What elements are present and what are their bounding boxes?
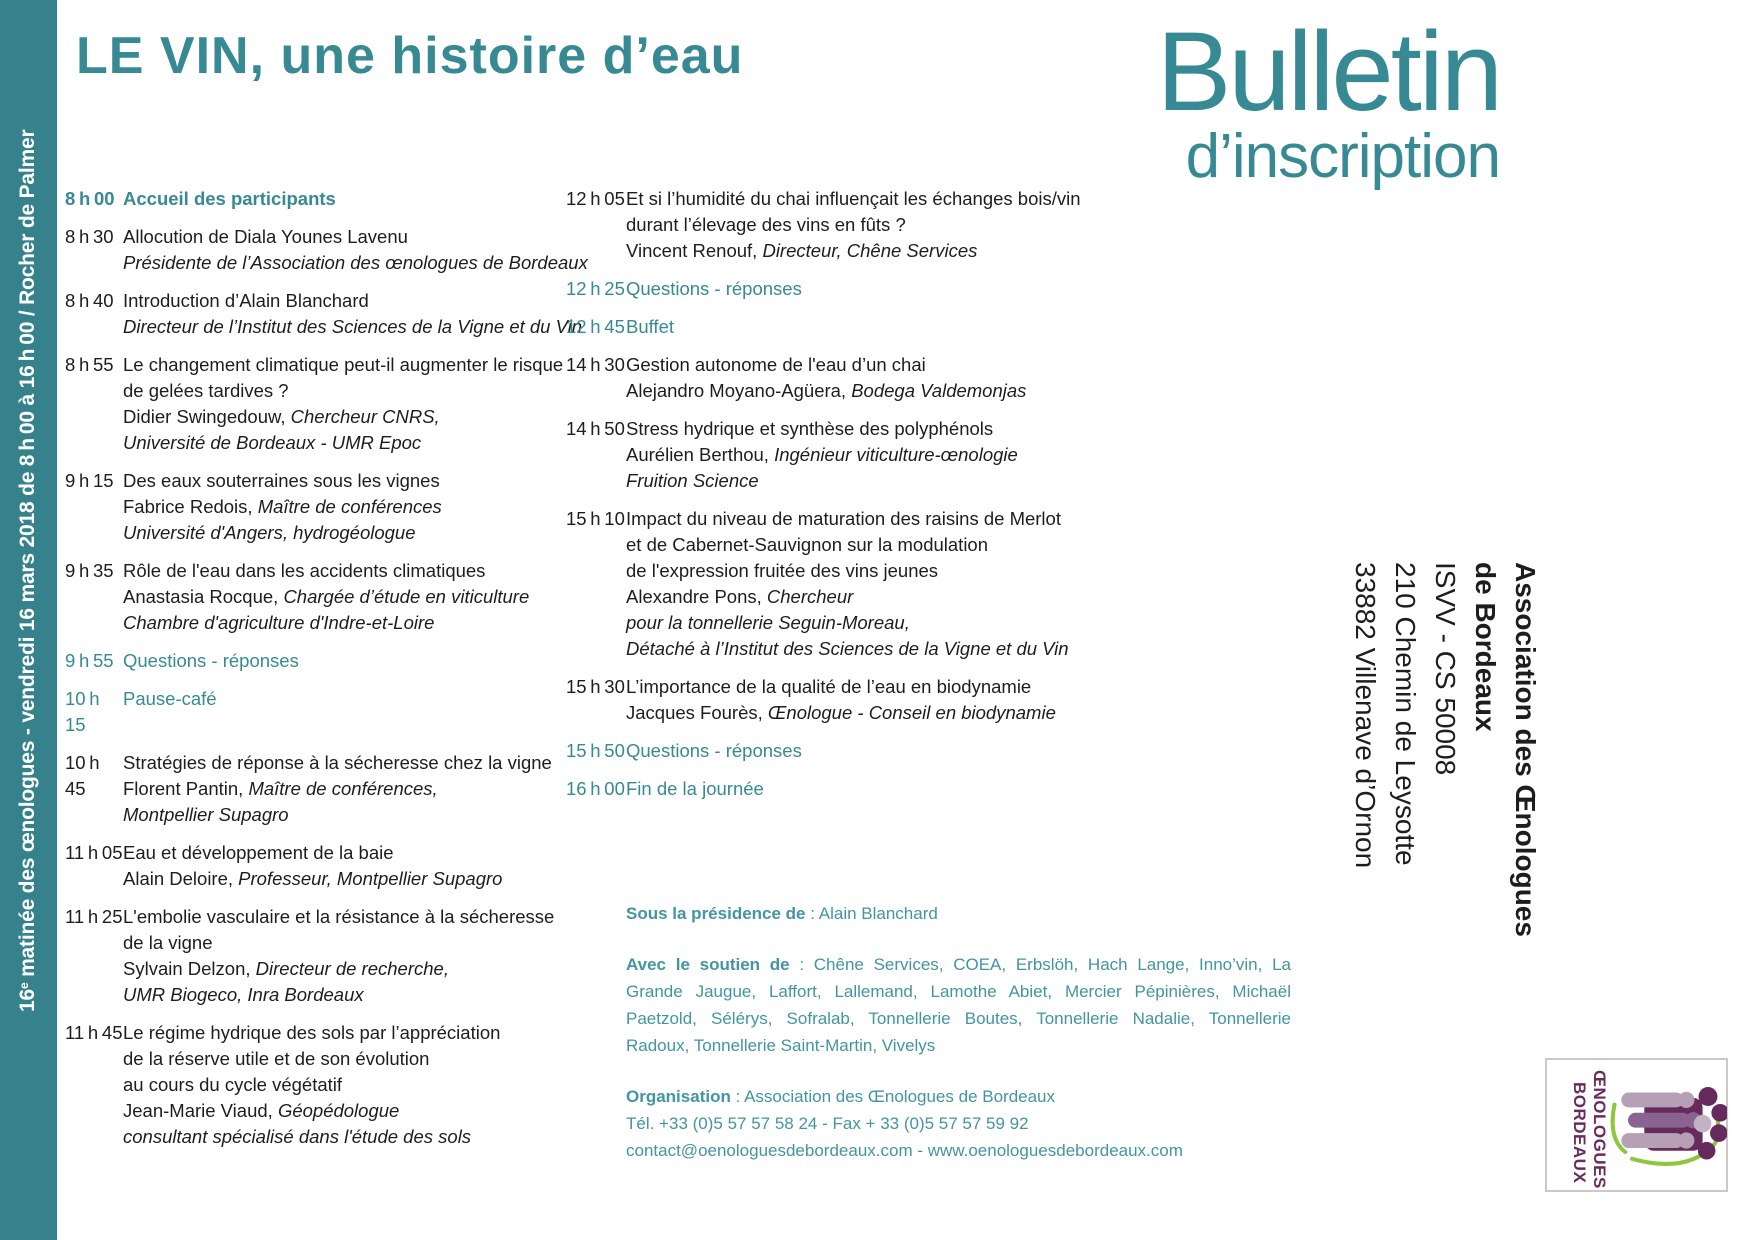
entry-line: de gelées tardives ? xyxy=(123,380,289,401)
entry-time: 15 h 50 xyxy=(566,740,625,761)
entry-line: Impact du niveau de maturation des raisins de Merlot xyxy=(626,508,1061,529)
entry-line: Stratégies de réponse à la sécheresse chez la vigne xyxy=(123,752,552,773)
entry-time: 11 h 25 xyxy=(65,906,123,927)
entry-body xyxy=(123,904,554,1008)
schedule-column-1 xyxy=(65,186,605,1162)
schedule-entry xyxy=(65,186,605,212)
schedule-entry xyxy=(65,1020,605,1150)
entry-line: Le changement climatique peut-il augmenter le risque xyxy=(123,354,564,375)
entry-time: 16 h 00 xyxy=(566,778,625,799)
entry-line: de la réserve utile et de son évolution xyxy=(123,1048,430,1069)
entry-body xyxy=(123,288,582,340)
entry-line: L'embolie vasculaire et la résistance à la sécheresse xyxy=(123,906,555,927)
entry-time: 12 h 05 xyxy=(566,188,625,209)
schedule-entry xyxy=(566,186,1146,264)
entry-line: L’importance de la qualité de l’eau en biodynamie xyxy=(626,676,1032,697)
schedule-entry xyxy=(65,288,605,340)
oenologues-logo-graphic xyxy=(1605,1064,1727,1190)
entry-line: Gestion autonome de l'eau d’un chai xyxy=(626,354,926,375)
schedule-column-2 xyxy=(566,186,1146,814)
entry-time: 11 h 05 xyxy=(65,842,123,863)
entry-line: Allocution de Diala Younes Lavenu xyxy=(123,226,408,247)
entry-line: Questions - réponses xyxy=(626,740,802,761)
entry-time: 14 h 30 xyxy=(566,354,625,375)
address-line: de Bordeaux xyxy=(1470,562,1501,732)
entry-body xyxy=(123,352,563,456)
entry-line: Didier Swingedouw, Chercheur CNRS, xyxy=(123,406,440,427)
schedule-entry xyxy=(65,224,605,276)
entry-body xyxy=(123,558,529,636)
entry-body xyxy=(123,840,502,892)
footer xyxy=(626,900,1291,1188)
entry-line: Le régime hydrique des sols par l’appréciation xyxy=(123,1022,501,1043)
people-figures-icon xyxy=(1621,1092,1702,1151)
entry-body xyxy=(626,738,802,764)
schedule-entry xyxy=(65,750,605,828)
entry-line: Vincent Renouf, Directeur, Chêne Services xyxy=(626,240,978,261)
entry-line: Alexandre Pons, Chercheur xyxy=(626,586,854,607)
entry-body xyxy=(626,314,674,340)
entry-line: Aurélien Berthou, Ingénieur viticulture-œnologie xyxy=(626,444,1018,465)
entry-line: Université d'Angers, hydrogéologue xyxy=(123,522,416,543)
schedule-entry xyxy=(65,686,605,738)
entry-body xyxy=(123,224,588,276)
sponsors-label: Avec le soutien de xyxy=(626,955,790,974)
entry-body xyxy=(123,468,442,546)
entry-line: Alejandro Moyano-Agüera, Bodega Valdemonjas xyxy=(626,380,1027,401)
sidebar-event-text: 16e matinée des œnologues - vendredi 16 mars 2018 de 8 h 00 à 16 h 00 / Rocher de Palmer xyxy=(16,129,39,1012)
schedule-entry xyxy=(566,314,1146,340)
entry-line: UMR Biogeco, Inra Bordeaux xyxy=(123,984,364,1005)
entry-time: 8 h 00 xyxy=(65,188,115,209)
entry-body xyxy=(123,186,336,212)
schedule-entry xyxy=(65,904,605,1008)
entry-line: Questions - réponses xyxy=(626,278,802,299)
address-line: Association des Œnologues xyxy=(1510,562,1541,937)
schedule-entry xyxy=(566,506,1146,662)
entry-line: Alain Deloire, Professeur, Montpellier Supagro xyxy=(123,868,503,889)
entry-line: Eau et développement de la baie xyxy=(123,842,394,863)
entry-time: 10 h 15 xyxy=(65,688,104,735)
entry-line: Accueil des participants xyxy=(123,188,336,209)
address-line: 210 Chemin de Leysotte xyxy=(1390,562,1421,866)
organisation-value: : Association des Œnologues de Bordeaux xyxy=(730,1087,1056,1106)
bulletin-heading xyxy=(1040,9,1500,191)
entry-time: 9 h 15 xyxy=(65,470,114,491)
logo-text-bordeaux: BORDEAUX xyxy=(1570,1082,1589,1184)
entry-line: Montpellier Supagro xyxy=(123,804,289,825)
organisation-block xyxy=(626,1083,1291,1164)
entry-time: 11 h 45 xyxy=(65,1022,123,1043)
entry-body xyxy=(626,352,1026,404)
schedule-entry xyxy=(566,674,1146,726)
entry-line: Chambre d'agriculture d'Indre-et-Loire xyxy=(123,612,435,633)
entry-line: Pause-café xyxy=(123,688,217,709)
entry-line: au cours du cycle végétatif xyxy=(123,1074,343,1095)
address-block xyxy=(1345,562,1545,937)
bulletin-title: Bulletin xyxy=(1156,9,1500,134)
address-line: ISVV - CS 50008 xyxy=(1430,562,1461,776)
schedule-entry xyxy=(65,468,605,546)
entry-time: 14 h 50 xyxy=(566,418,625,439)
entry-line: de l'expression fruitée des vins jeunes xyxy=(626,560,939,581)
entry-line: Sylvain Delzon, Directeur de recherche, xyxy=(123,958,449,979)
schedule-entry xyxy=(566,738,1146,764)
logo-wordmark xyxy=(1569,1070,1609,1189)
entry-line: de la vigne xyxy=(123,932,213,953)
schedule-entry xyxy=(65,558,605,636)
entry-line: Introduction d’Alain Blanchard xyxy=(123,290,369,311)
sidebar-strip xyxy=(0,0,57,1240)
entry-time: 9 h 35 xyxy=(65,560,114,581)
entry-time: 8 h 40 xyxy=(65,290,114,311)
entry-time: 8 h 55 xyxy=(65,354,114,375)
entry-line: Fin de la journée xyxy=(626,778,764,799)
entry-line: Détaché à l’Institut des Sciences de la Vigne et du Vin xyxy=(626,638,1069,659)
entry-line: et de Cabernet-Sauvignon sur la modulation xyxy=(626,534,989,555)
entry-body xyxy=(123,648,299,674)
entry-body xyxy=(123,1020,500,1150)
entry-body xyxy=(626,186,1081,264)
entry-body xyxy=(123,750,552,828)
entry-line: durant l’élevage des vins en fûts ? xyxy=(626,214,906,235)
schedule-entry xyxy=(65,648,605,674)
entry-line: Stress hydrique et synthèse des polyphénols xyxy=(626,418,994,439)
entry-line: Buffet xyxy=(626,316,675,337)
presidence-label: Sous la présidence de xyxy=(626,904,806,923)
organisation-label: Organisation xyxy=(626,1087,731,1106)
sponsors-list: : Chêne Services, COEA, Erbslöh, Hach Lange, Inno’vin, La Grande Jaugue, Laffort, Lallemand, Lamothe Abiet, Mercier Pépinières, Michaël Paetzold, Sélérys, Sofralab, Tonnellerie Boutes, Tonnellerie Nadalie, Tonnellerie Radoux, Tonnellerie Saint-Martin, Vivelys xyxy=(626,955,1291,1055)
grape-cluster-icon xyxy=(1694,1087,1727,1159)
entry-line: pour la tonnellerie Seguin-Moreau, xyxy=(626,612,910,633)
entry-line: Fruition Science xyxy=(626,470,759,491)
entry-line: Directeur de l’Institut des Sciences de la Vigne et du Vin xyxy=(123,316,583,337)
entry-line: Rôle de l'eau dans les accidents climatiques xyxy=(123,560,486,581)
logo-text-oenologues: ŒNOLOGUES xyxy=(1590,1070,1609,1189)
entry-time: 10 h 45 xyxy=(65,752,104,799)
entry-body xyxy=(626,276,802,302)
entry-body xyxy=(626,776,764,802)
schedule-entry xyxy=(65,352,605,456)
entry-line: Des eaux souterraines sous les vignes xyxy=(123,470,440,491)
page-title: LE VIN, une histoire d’eau xyxy=(76,27,744,85)
entry-time: 15 h 30 xyxy=(566,676,625,697)
entry-line: Questions - réponses xyxy=(123,650,299,671)
entry-body xyxy=(626,506,1069,662)
schedule-entry xyxy=(566,352,1146,404)
entry-line: consultant spécialisé dans l'étude des sols xyxy=(123,1126,472,1147)
entry-line: Université de Bordeaux - UMR Epoc xyxy=(123,432,422,453)
organisation-phone: Tél. +33 (0)5 57 57 58 24 - Fax + 33 (0)5 57 57 59 92 xyxy=(626,1114,1029,1133)
entry-time: 12 h 25 xyxy=(566,278,625,299)
bulletin-subtitle: d’inscription xyxy=(1185,122,1500,191)
entry-line: Anastasia Rocque, Chargée d’étude en viticulture xyxy=(123,586,530,607)
entry-line: Et si l’humidité du chai influençait les échanges bois/vin xyxy=(626,188,1081,209)
entry-time: 9 h 55 xyxy=(65,650,114,671)
organisation-contact: contact@oenologuesdebordeaux.com - www.oenologuesdebordeaux.com xyxy=(626,1141,1183,1160)
address-line: 33882 Villenave d’Ornon xyxy=(1350,562,1381,869)
schedule-entry xyxy=(566,416,1146,494)
schedule-entry xyxy=(566,776,1146,802)
entry-body xyxy=(626,416,1018,494)
sponsors-block xyxy=(626,951,1291,1059)
sidebar-superscript: e xyxy=(17,982,31,990)
entry-body xyxy=(123,686,217,738)
entry-time: 15 h 10 xyxy=(566,508,625,529)
presidence-value: : Alain Blanchard xyxy=(805,904,938,923)
entry-body xyxy=(626,674,1056,726)
entry-line: Présidente de l’Association des œnologues de Bordeaux xyxy=(123,252,588,273)
schedule-entry xyxy=(65,840,605,892)
schedule-entry xyxy=(566,276,1146,302)
entry-line: Fabrice Redois, Maître de conférences xyxy=(123,496,442,517)
entry-line: Jacques Fourès, Œnologue - Conseil en biodynamie xyxy=(626,702,1056,723)
entry-line: Florent Pantin, Maître de conférences, xyxy=(123,778,438,799)
oenologues-logo xyxy=(1545,1058,1728,1192)
entry-time: 8 h 30 xyxy=(65,226,114,247)
presidence-block xyxy=(626,900,1291,927)
entry-line: Jean-Marie Viaud, Géopédologue xyxy=(123,1100,400,1121)
entry-time: 12 h 45 xyxy=(566,316,625,337)
